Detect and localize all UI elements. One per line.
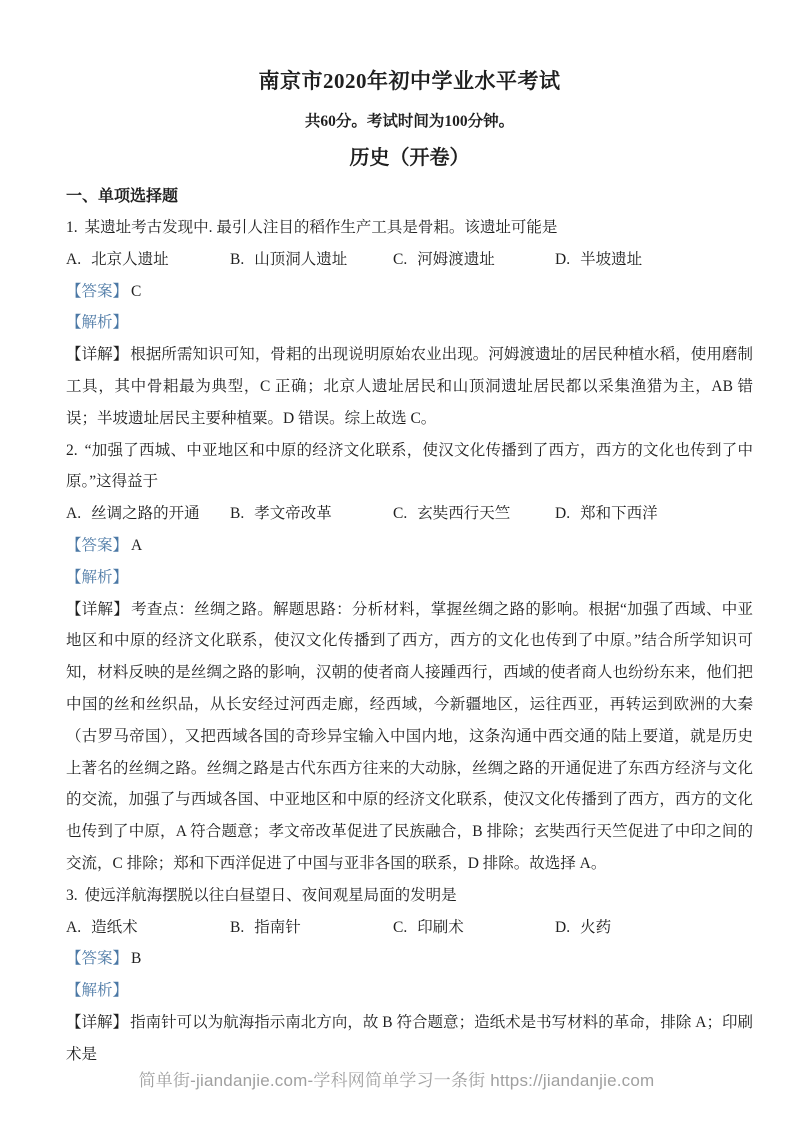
option-key: B.: [230, 250, 245, 268]
option-row: [66, 912, 753, 944]
section-header: 一、单项选择题: [66, 188, 179, 205]
answer-label: 【答案】: [66, 950, 129, 968]
option-key: C.: [393, 918, 408, 936]
answer-line: [66, 276, 753, 308]
question-stem: [66, 880, 753, 912]
option-key: C.: [393, 505, 408, 523]
detail-label: 【详解】: [66, 600, 130, 618]
option-item: [66, 498, 230, 530]
analysis-line: [66, 307, 753, 339]
option-item: [393, 498, 555, 530]
analysis-label: 【解析】: [66, 568, 129, 586]
option-text: 山顶洞人遗址: [254, 250, 348, 268]
detail-label: 【详解】: [66, 346, 129, 364]
detail-text: 考查点：丝绸之路。解题思路：分析材料，掌握丝绸之路的影响。根据“加强了西域、中亚地区和中原的经济文化联系，使汉文化传播到了西方，西方的文化也传到了中原。”结合所学知识可知，材料反映的是丝绸之路的影响，汉朝的使者商人接踵西行，西域的使者商人也纷纷东来，他们把中国的丝和丝织品，从长安经过河西走廊，经西域，今新疆地区，运往西亚，再转运到欧洲的大秦（古罗马帝国），又把西域各国的奇珍异宝输入中国内地，这条沟通中西交通的陆上要道，就是历史上著名的丝绸之路。丝绸之路是古代东西方往来的大动脉，丝绸之路的开通促进了东西方经济与文化的交流，加强了与西域各国、中亚地区和中原的经济文化联系，使汉文化传播到了西方，西方的文化也传到了中原，A 符合题意；孝文帝改革促进了民族融合，B 排除；玄奘西行天竺促进了中印之间的交流，C 排除；郑和下西洋促进了中国与亚非各国的联系，D 排除。故选择 A。: [66, 600, 753, 872]
footer-watermark: 简单街-jiandanjie.com-学科网简单学习一条街 https://jiandanjie.com: [138, 1071, 655, 1090]
answer-value: B: [131, 950, 142, 968]
question-stem-text: 使远洋航海摆脱以往白昼望日、夜间观星局面的发明是: [84, 886, 457, 904]
answer-line: [66, 530, 753, 562]
answer-label: 【答案】: [66, 282, 129, 300]
answer-value: C: [131, 282, 142, 300]
answer-label: 【答案】: [66, 536, 129, 554]
option-key: A.: [66, 505, 82, 523]
option-key: A.: [66, 918, 82, 936]
detail-text: 根据所需知识可知，骨耜的出现说明原始农业出现。河姆渡遗址的居民种植水稻，使用磨制工具，其中骨耜最为典型，C 正确；北京人遗址居民和山顶洞遗址居民都以采集渔猎为主，AB 错误；半坡遗址居民主要种植粟。D 错误。综上故选 C。: [66, 346, 753, 427]
option-text: 孝文帝改革: [254, 505, 332, 523]
option-key: D.: [555, 918, 571, 936]
answer-line: [66, 943, 753, 975]
option-item: [555, 912, 611, 944]
option-item: [555, 498, 658, 530]
option-item: [66, 244, 230, 276]
option-key: B.: [230, 918, 245, 936]
subject-title: 历史（开卷）: [349, 147, 470, 169]
option-row: [66, 498, 753, 530]
option-text: 郑和下西洋: [580, 505, 658, 523]
analysis-label: 【解析】: [66, 314, 129, 332]
option-text: 河姆渡遗址: [417, 250, 495, 268]
option-text: 印刷术: [417, 918, 464, 936]
option-text: 半坡遗址: [580, 250, 643, 268]
option-key: C.: [393, 250, 408, 268]
answer-value: A: [131, 536, 143, 554]
question-stem-text: 某遗址考古发现中. 最引人注目的稻作生产工具是骨耜。该遗址可能是: [84, 219, 558, 236]
question-block: [66, 212, 753, 435]
option-text: 火药: [580, 918, 612, 936]
option-item: [230, 244, 393, 276]
question-stem-text: “加强了西城、中亚地区和中原的经济文化联系，使汉文化传播到了西方，西方的文化也传到了中原。”这得益于: [66, 441, 753, 491]
option-key: D.: [555, 505, 571, 523]
option-key: B.: [230, 505, 245, 523]
question-number: 1.: [66, 219, 78, 236]
option-item: [230, 498, 393, 530]
option-row: [66, 244, 753, 276]
question-number: 3.: [66, 886, 78, 904]
question-list: [66, 212, 753, 1071]
question-block: [66, 880, 753, 1071]
option-text: 北京人遗址: [91, 250, 169, 268]
option-text: 指南针: [254, 918, 301, 936]
option-key: A.: [66, 250, 82, 268]
option-text: 玄奘西行天竺: [417, 505, 511, 523]
option-text: 造纸术: [91, 918, 138, 936]
question-stem: [66, 435, 753, 499]
option-key: D.: [555, 250, 571, 268]
analysis-label: 【解析】: [66, 982, 129, 1000]
exam-score-time-line: 共60分。考试时间为100分钟。: [304, 113, 515, 130]
question-block: [66, 435, 753, 880]
option-item: [66, 912, 230, 944]
detail-text: 指南针可以为航海指示南北方向，故 B 符合题意；造纸术是书写材料的革命，排除 A；印刷术是: [66, 1013, 753, 1063]
page-title: 南京市2020年初中学业水平考试: [258, 69, 561, 93]
question-stem: [66, 212, 753, 244]
option-item: [230, 912, 393, 944]
option-item: [393, 912, 555, 944]
detail-label: 【详解】: [66, 1013, 129, 1031]
detail-paragraph: [66, 1007, 753, 1071]
detail-paragraph: [66, 594, 753, 880]
option-item: [555, 244, 642, 276]
detail-paragraph: [66, 339, 753, 434]
analysis-line: [66, 975, 753, 1007]
option-item: [393, 244, 555, 276]
analysis-line: [66, 562, 753, 594]
option-text: 丝调之路的开通: [91, 505, 200, 523]
question-number: 2.: [66, 441, 78, 459]
